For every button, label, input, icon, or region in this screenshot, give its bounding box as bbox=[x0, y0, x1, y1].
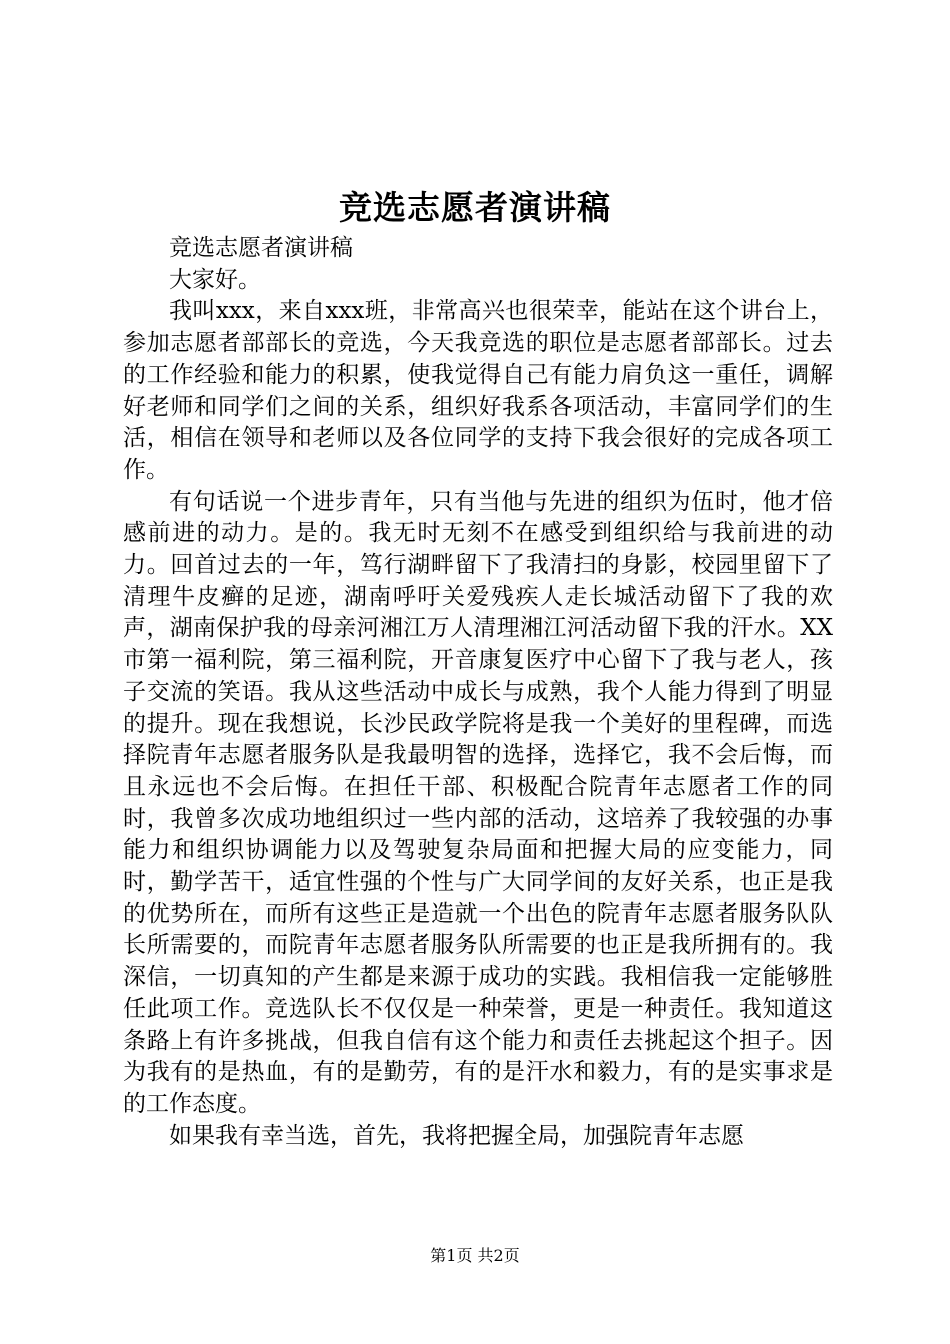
document-body bbox=[123, 233, 833, 1152]
paragraph-plans: 如果我有幸当选，首先，我将把握全局，加强院青年志愿 bbox=[169, 1122, 744, 1149]
paragraph-experience: 有句话说一个进步青年，只有当他与先进的组织为伍时，他才倍感前进的动力。是的。我无时无刻不在感受到组织给与我前进的动力。回首过去的一年，笃行湖畔留下了我清扫的身影，校园里留下了清理牛皮癣的足迹，湖南呼吁关爱残疾人走长城活动留下了我的欢声，湖南保护我的母亲河湘江万人清理湘江河活动留下我的汗水。XX市第一福利院，第三福利院，开音康复医疗中心留下了我与老人，孩子交流的笑语。我从这些活动中成长与成熟，我个人能力得到了明显的提升。现在我想说，长沙民政学院将是我一个美好的里程碑，而选择院青年志愿者服务队是我最明智的选择，选择它，我不会后悔，而且永远也不会后悔。在担任干部、积极配合院青年志愿者工作的同时，我曾多次成功地组织过一些内部的活动，这培养了我较强的办事能力和组织协调能力以及驾驶复杂局面和把握大局的应变能力，同时，勤学苦干，适宜性强的个性与广大同学间的友好关系，也正是我的优势所在，而所有这些正是造就一个出色的院青年志愿者服务队队长所需要的，而院青年志愿者服务队所需要的也正是我所拥有的。我深信，一切真知的产生都是来源于成功的实践。我相信我一定能够胜任此项工作。竞选队长不仅仅是一种荣誉，更是一种责任。我知道这条路上有许多挑战，但我自信有这个能力和责任去挑起这个担子。因为我有的是热血，有的是勤劳，有的是汗水和毅力，有的是实事求是的工作态度。 bbox=[123, 488, 833, 1117]
paragraph-heading: 竞选志愿者演讲稿 bbox=[169, 235, 353, 261]
page-footer: 第1页 共2页 bbox=[430, 1246, 520, 1265]
paragraph-greeting: 大家好。 bbox=[169, 266, 261, 293]
document-title: 竞选志愿者演讲稿 bbox=[339, 188, 611, 227]
paragraph-introduction: 我叫xxx，来自xxx班，非常高兴也很荣幸，能站在这个讲台上，参加志愿者部部长的竞选，今天我竞选的职位是志愿者部部长。过去的工作经验和能力的积累，使我觉得自己有能力肩负这一重任，调解好老师和同学们之间的关系，组织好我系各项活动，丰富同学们的生活，相信在领导和老师以及各位同学的支持下我会很好的完成各项工作。 bbox=[123, 298, 833, 483]
